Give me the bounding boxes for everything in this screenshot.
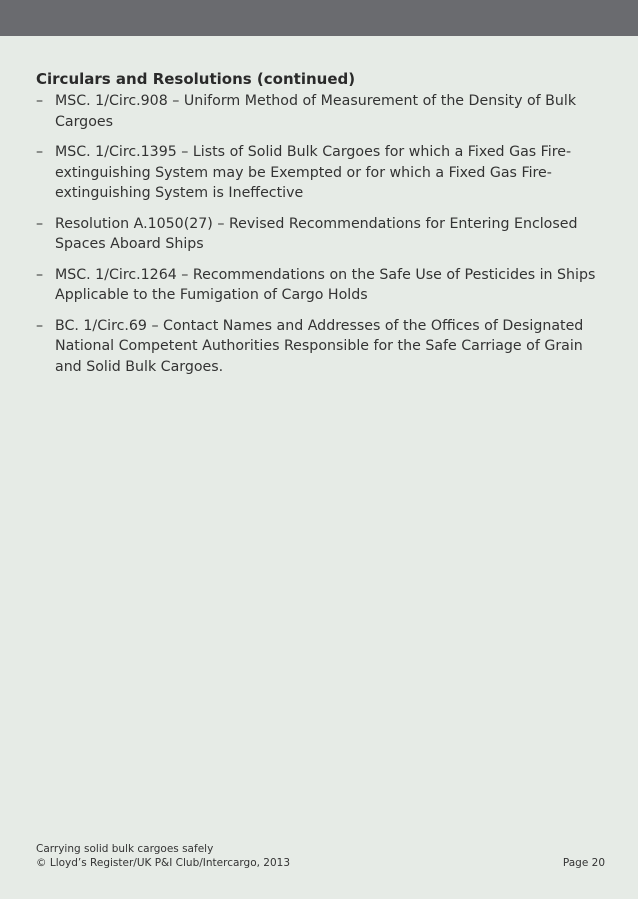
- section-heading: Circulars and Resolutions (continued): [36, 70, 356, 88]
- list-item-text: Resolution A.1050(27) – Revised Recommendations for Entering Enclosed Spaces Aboard Ships: [55, 215, 578, 252]
- list-dash: –: [36, 266, 44, 283]
- list-dash: –: [36, 144, 44, 160]
- list-dash: –: [36, 93, 44, 109]
- list-item: [36, 142, 606, 204]
- list-dash: –: [36, 215, 44, 232]
- footer-title: Carrying solid bulk cargoes safely: [36, 843, 214, 855]
- main-content: [36, 70, 606, 387]
- list-item-text: MSC. 1/Circ.1264 – Recommendations on the Safe Use of Pesticides in Ships Applicable to the Fumigation of Cargo Holds: [55, 266, 596, 303]
- list-dash: –: [36, 317, 44, 334]
- page-footer: [36, 842, 605, 870]
- list-item-text: MSC. 1/Circ.908 – Uniform Method of Measurement of the Density of Bulk Cargoes: [55, 93, 577, 130]
- list-item: [36, 214, 606, 255]
- list-item: [36, 316, 606, 378]
- list-item: [36, 91, 606, 132]
- list-item-text: BC. 1/Circ.69 – Contact Names and Addresses of the Offices of Designated National Competent Authorities Responsible for the Safe Carriage of Grain and Solid Bulk Cargoes.: [55, 317, 584, 375]
- footer-copyright: © Lloyd’s Register/UK P&I Club/Intercargo, 2013: [36, 857, 291, 869]
- page-number: Page 20: [562, 857, 605, 869]
- list-item: [36, 265, 606, 306]
- top-banner: [0, 0, 638, 36]
- list-item-text: MSC. 1/Circ.1395 – Lists of Solid Bulk Cargoes for which a Fixed Gas Fire-extinguishing System may be Exempted or for which a Fixed Gas Fire-extinguishing System is Ineffective: [55, 144, 572, 201]
